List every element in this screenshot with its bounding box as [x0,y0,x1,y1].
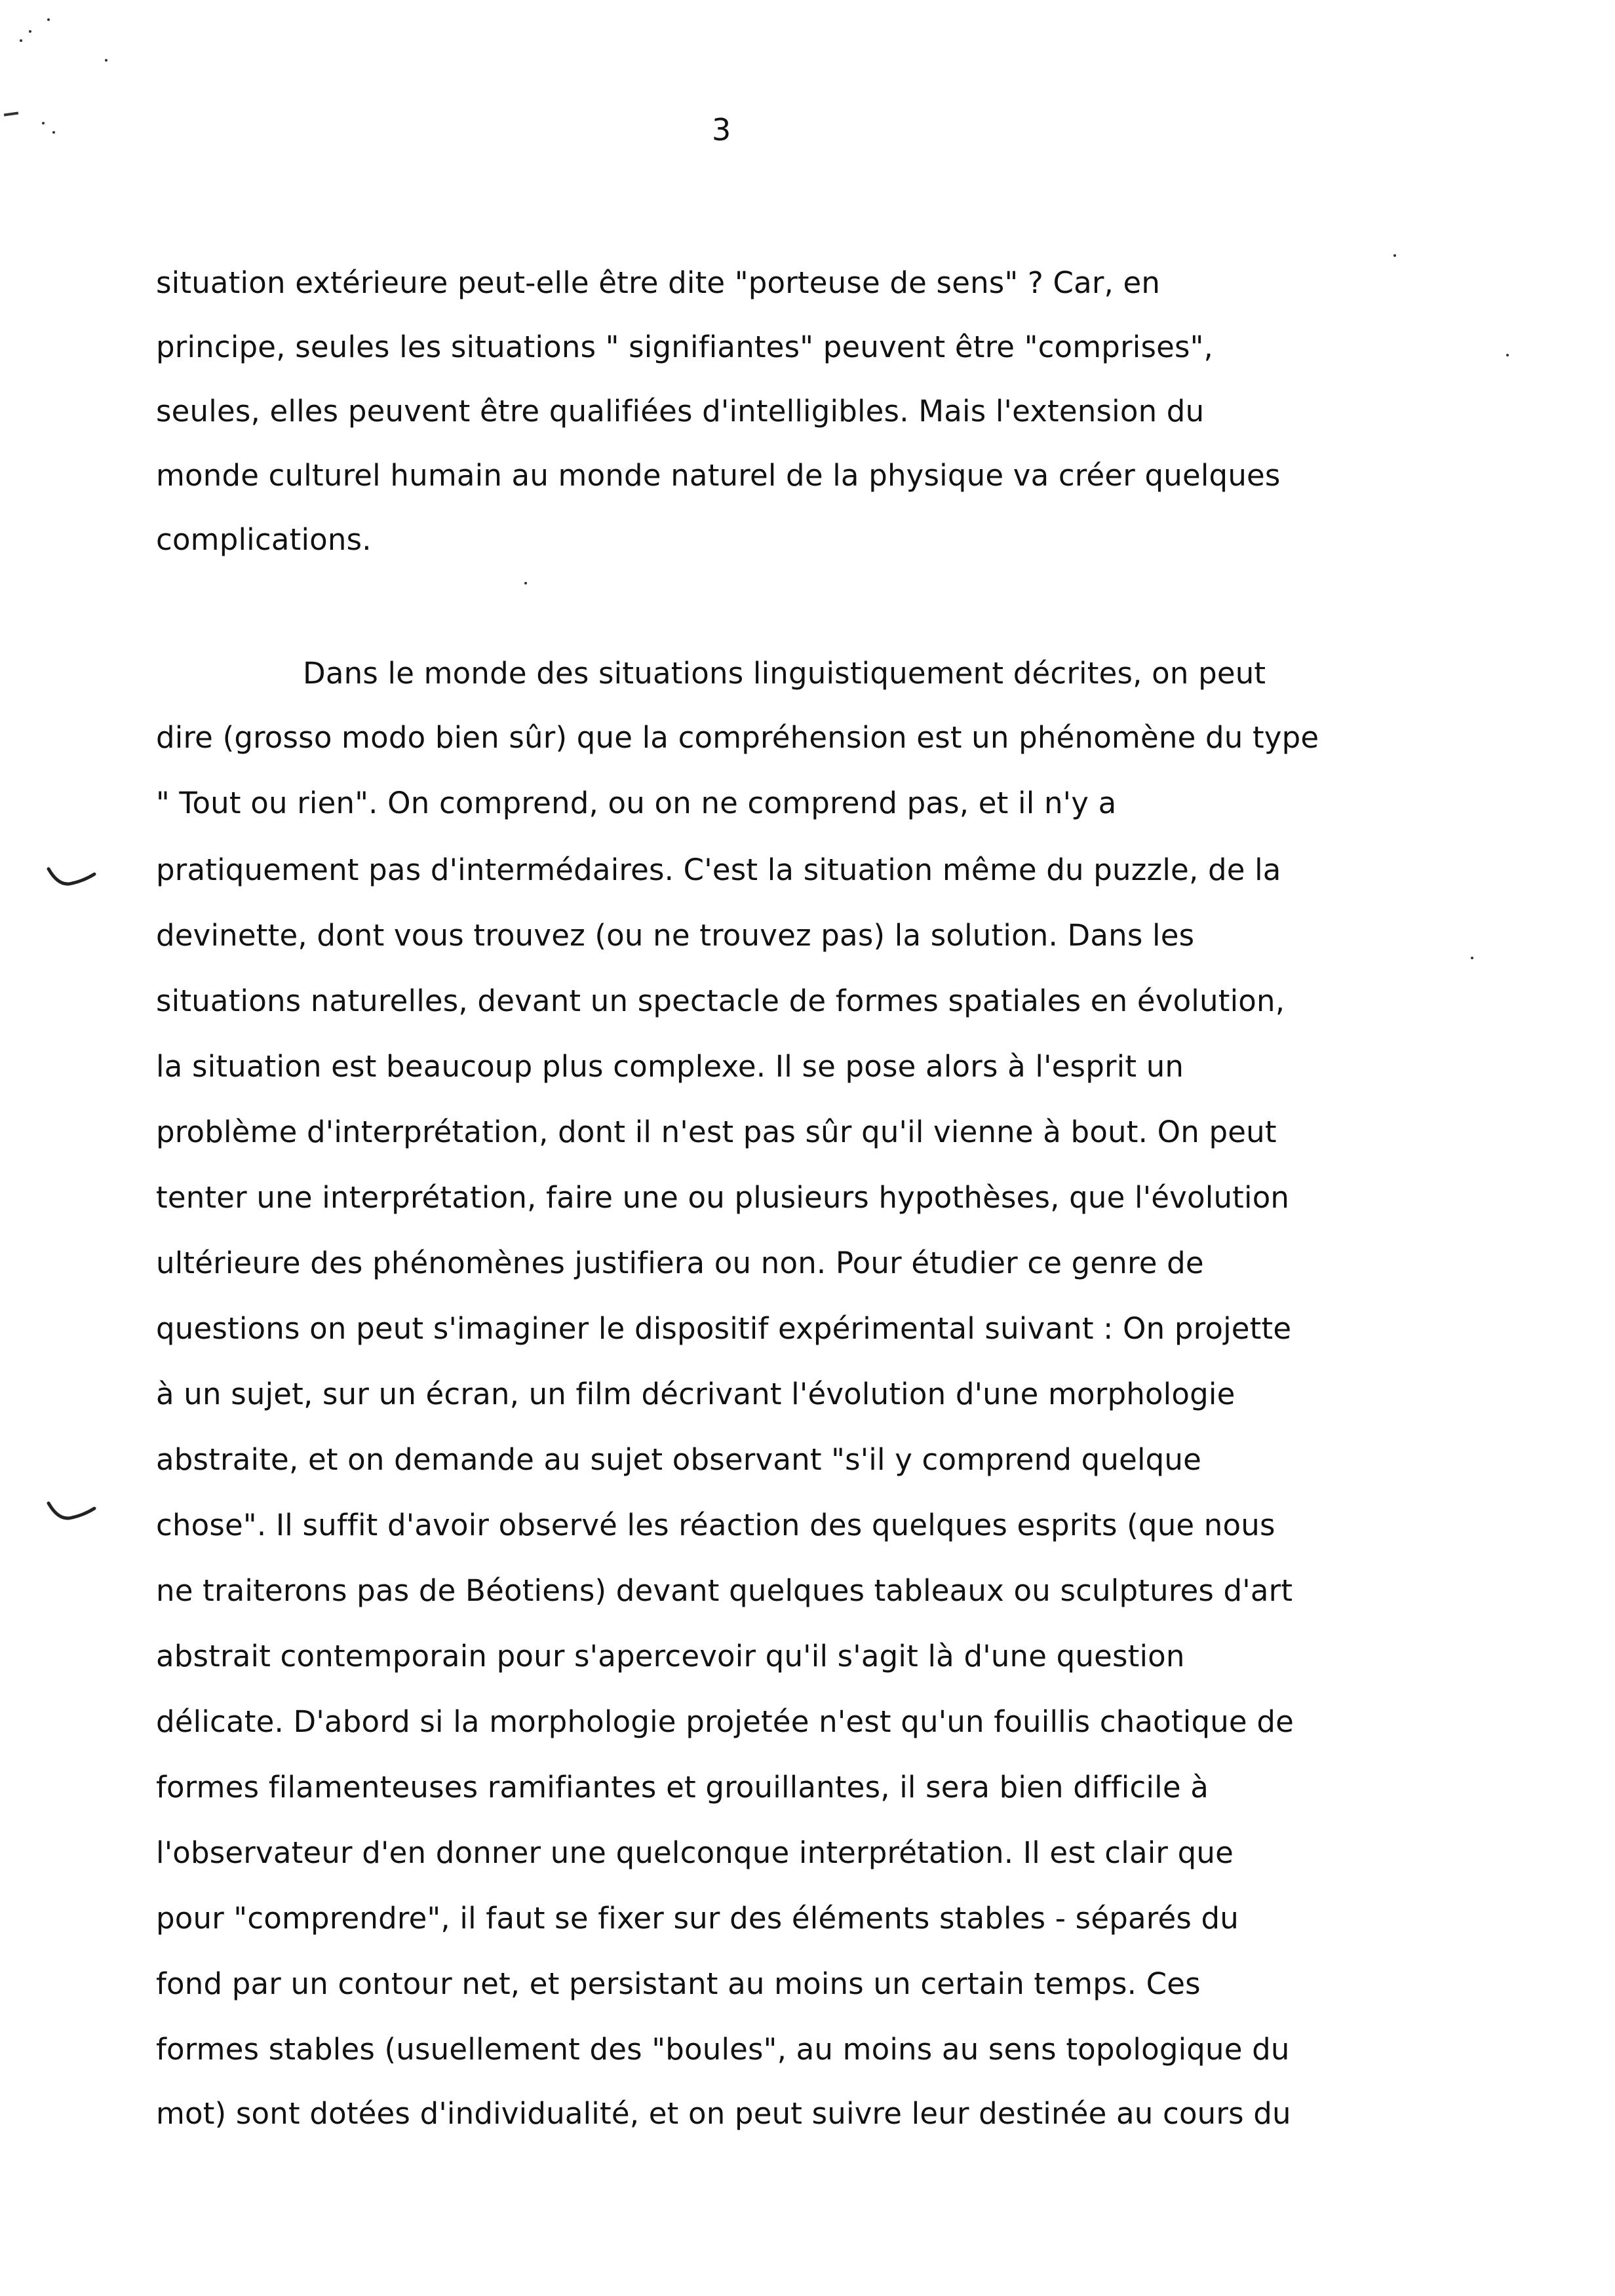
text-line: Dans le monde des situations linguistiquement décrites, on peut [303,656,1266,691]
text-line: ne traiterons pas de Béotiens) devant quelques tableaux ou sculptures d'art [156,1573,1293,1608]
text-line: questions on peut s'imaginer le dispositif expérimental suivant : On projette [156,1311,1292,1346]
text-line: tenter une interprétation, faire une ou plusieurs hypothèses, que l'évolution [156,1180,1290,1215]
text-line: dire (grosso modo bien sûr) que la compréhension est un phénomène du type [156,720,1319,755]
text-line: principe, seules les situations " signifiantes" peuvent être "comprises", [156,330,1214,364]
text-line: seules, elles peuvent être qualifiées d'intelligibles. Mais l'extension du [156,394,1205,429]
text-line: formes filamenteuses ramifiantes et grouillantes, il sera bien difficile à [156,1770,1209,1805]
text-line: monde culturel humain au monde naturel de la physique va créer quelques [156,458,1281,493]
text-line: ultérieure des phénomènes justifiera ou non. Pour étudier ce genre de [156,1246,1204,1280]
page-number: 3 [712,112,731,147]
text-line: abstraite, et on demande au sujet observant "s'il y comprend quelque [156,1442,1202,1477]
text-line: mot) sont dotées d'individualité, et on peut suivre leur destinée au cours du [156,2096,1291,2131]
text-line: problème d'interprétation, dont il n'est pas sûr qu'il vienne à bout. On peut [156,1115,1277,1149]
text-line: " Tout ou rien". On comprend, ou on ne comprend pas, et il n'y a [156,786,1117,820]
text-line: à un sujet, sur un écran, un film décrivant l'évolution d'une morphologie [156,1377,1236,1411]
text-line: devinette, dont vous trouvez (ou ne trouvez pas) la solution. Dans les [156,918,1195,953]
text-line: l'observateur d'en donner une quelconque interprétation. Il est clair que [156,1835,1234,1870]
text-line: pour "comprendre", il faut se fixer sur des éléments stables - séparés du [156,1901,1239,1936]
text-line: formes stables (usuellement des "boules", au moins au sens topologique du [156,2032,1290,2067]
text-line: délicate. D'abord si la morphologie projetée n'est qu'un fouillis chaotique de [156,1704,1294,1739]
text-line: complications. [156,522,372,557]
text-line: situation extérieure peut-elle être dite "porteuse de sens" ? Car, en [156,265,1161,300]
text-line: abstrait contemporain pour s'apercevoir qu'il s'agit là d'une question [156,1639,1185,1674]
text-line: fond par un contour net, et persistant au moins un certain temps. Ces [156,1966,1201,2001]
text-line: chose". Il suffit d'avoir observé les réaction des quelques esprits (que nous [156,1508,1275,1542]
text-line: pratiquement pas d'intermédaires. C'est la situation même du puzzle, de la [156,852,1281,887]
text-line: la situation est beaucoup plus complexe. Il se pose alors à l'esprit un [156,1049,1184,1084]
text-line: situations naturelles, devant un spectacle de formes spatiales en évolution, [156,984,1285,1018]
